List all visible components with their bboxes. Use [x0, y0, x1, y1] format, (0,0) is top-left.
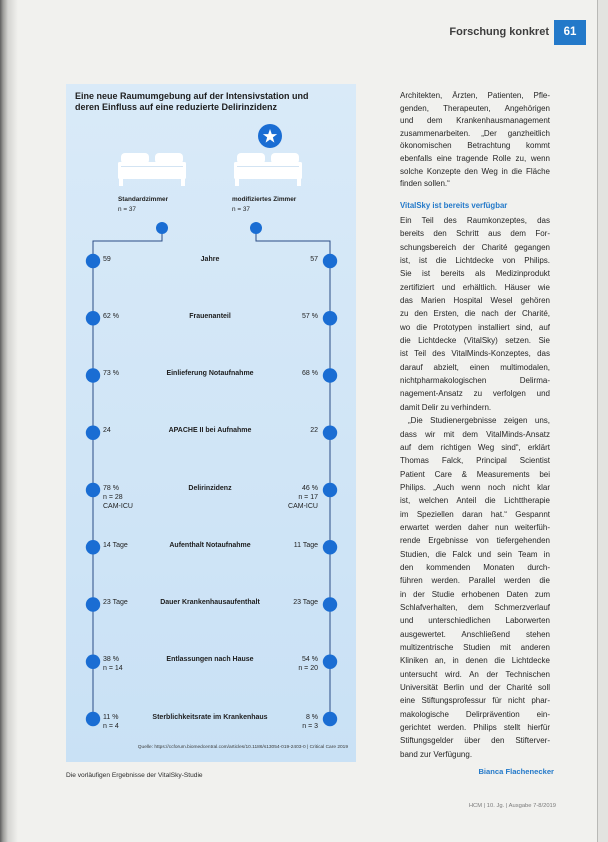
value-main: 78 %: [103, 484, 119, 492]
article-line: ausgewertet. Anschließend stehen: [400, 629, 550, 639]
footer-issue-info: HCM | 10. Jg. | Ausgabe 7-8/2019: [468, 803, 556, 809]
article-line: ist, ist die Lichtdecke von Philips.: [400, 256, 550, 266]
comparison-row: [66, 426, 356, 456]
article-line: dass wir mit dem VitalMinds-Ansatz: [400, 429, 550, 439]
connector-line-modified: [256, 228, 330, 719]
comparison-row: [66, 598, 356, 628]
article-line: bereits den Schritt aus dem For-: [400, 229, 550, 239]
value-detail: n = 17: [298, 493, 318, 501]
group-dot-standard: [156, 222, 168, 234]
value-main: 14 Tage: [103, 541, 128, 549]
scan-gutter-shadow: [0, 0, 18, 842]
comparison-row: [66, 541, 356, 571]
row-label: Dauer Krankenhausaufenthalt: [160, 599, 260, 606]
article-line: die Lichtdecke (VitalSky) setzen. Sie: [400, 336, 550, 346]
row-label: Delirinzidenz: [188, 484, 232, 492]
group-dot-modified: [250, 222, 262, 234]
article-line: Stiftungsgelder über den Stifterver-: [400, 736, 550, 746]
connector-line-standard: [93, 228, 162, 719]
comparison-row: [66, 484, 356, 514]
article-line: schungsbereich der Charité gegangen: [400, 242, 550, 252]
article-line: nichtpharmakologischen Delirma-: [400, 376, 550, 386]
article-line: zertifiziert und erhältlich. Häuser wie: [400, 282, 550, 292]
modified-room-value: [238, 255, 318, 264]
value-main: 8 %: [305, 713, 318, 721]
value-detail: n = 14: [103, 665, 123, 673]
article-line: ist, welchen Anteil die Lichttherapie: [400, 496, 550, 506]
article-line: auf dem richtigen Weg sind“, erklärt: [400, 442, 550, 452]
article-line: finden sollen.“: [400, 179, 450, 189]
article-line: Thomas Falck, Principal Scientist: [400, 456, 550, 466]
article-line: führen werden. Parallel werden die: [400, 576, 550, 586]
article-line: das Marien Hospital Wesel gehören: [400, 296, 550, 306]
article-line: Sie ist bereits als Medizinprodukt: [400, 269, 550, 279]
value-main: 11 %: [103, 713, 119, 721]
article-body: [400, 214, 550, 761]
modified-room-value: [238, 541, 318, 550]
article-intro: [400, 90, 550, 191]
article-line: ebenfalls eine tragende Rolle zu, wenn: [400, 153, 550, 163]
article-line: solche Konzepte den Weg in die Fläche: [400, 166, 550, 176]
value-main: 62 %: [103, 312, 119, 320]
article-line: und dem Krankenhausmanagement: [400, 116, 550, 126]
value-main: 68 %: [302, 370, 318, 377]
value-detail: n = 28: [103, 493, 123, 501]
value-main: 23 Tage: [103, 599, 128, 606]
value-main: 59: [103, 255, 111, 263]
article-line: multizentrische Studien mit anderen: [400, 643, 550, 652]
section-title: Forschung konkret: [449, 26, 549, 38]
article-line: Architekten, Ärzten, Patienten, Pfle-: [400, 91, 550, 100]
author-name: Bianca Flachenecker: [478, 767, 554, 776]
row-label: Aufenthalt Notaufnahme: [169, 541, 251, 549]
page-number: 61: [554, 20, 586, 45]
article-line: nagement-Ansatz zu verfolgen und: [400, 389, 550, 399]
article-line: wo die Prototypen installiert sind, auf: [400, 322, 550, 332]
article-line: Patient Care & Measurements bei: [400, 469, 550, 479]
group-sample-size: n = 37: [118, 205, 136, 213]
article-line: Kliniken an, in denen die Lichtdecke: [400, 656, 550, 666]
article-line: darauf abzielt, einen multimodalen,: [400, 362, 550, 372]
article-line: in der Studie erhobenen Daten zum: [400, 589, 550, 599]
value-main: 23 Tage: [293, 599, 318, 606]
value-detail: CAM-ICU: [103, 502, 133, 510]
comparison-row: [66, 312, 356, 342]
row-label: Jahre: [200, 255, 220, 263]
article-line: gerichtet werden. Philips stellt hierfür: [400, 723, 550, 733]
article-paragraph: [400, 414, 550, 761]
article-line: „Die Studienergebnisse zeigen uns,: [408, 416, 550, 426]
article-line: ist Teil des VitalMinds-Konzeptes, das: [400, 349, 550, 359]
row-label: Sterblichkeitsrate im Krankenhaus: [152, 713, 268, 721]
article-line: makologische Delirprävention ein-: [400, 709, 550, 719]
modified-room-value: [238, 713, 318, 731]
article-line: im Speziellen daran hat.“ Gespannt: [400, 509, 550, 519]
article-line: zusammenarbeiten. „Der ganzheitlich: [400, 128, 550, 138]
article-line: rende Ergebnisse von tiefergehenden: [400, 536, 550, 546]
infographic-title-line: Eine neue Raumumgebung auf der Intensivstation und: [75, 91, 309, 101]
article-line: Philips. „Auch wenn noch nicht klar: [400, 482, 550, 492]
row-label: Frauenanteil: [189, 312, 231, 320]
comparison-row: [66, 655, 356, 685]
article-line: Ein Teil des Raumkonzeptes, das: [400, 216, 550, 225]
article-line: Universität Berlin und der Charité soll: [400, 683, 550, 693]
modified-room-value: [238, 598, 318, 607]
value-detail: n = 20: [298, 665, 318, 673]
value-main: 24: [103, 427, 111, 435]
value-main: 57 %: [302, 312, 318, 320]
article-subheading: VitalSky ist bereits verfügbar: [400, 201, 508, 210]
infographic-title-line: deren Einfluss auf eine reduzierte Delirinzidenz: [75, 102, 278, 112]
value-main: 54 %: [302, 656, 318, 664]
row-label: Einlieferung Notaufnahme: [166, 370, 254, 377]
value-main: 22: [310, 427, 318, 435]
value-main: 57: [310, 255, 318, 263]
article-line: erwartet werden daher nun weiterfüh-: [400, 522, 550, 532]
modified-room-value: [238, 484, 318, 511]
row-label: Entlassungen nach Hause: [166, 656, 254, 664]
article-line: genden, Therapeuten, Angehörigen: [400, 103, 550, 113]
article-line: ökonomischen Betrachtung kommt: [400, 141, 550, 151]
scan-page-edge: [597, 0, 608, 842]
value-detail: CAM-ICU: [288, 502, 318, 510]
source-note: Quelle: https://ccforum.biomedcentral.com/articles/10.1186/s13054-019-2403-0 | Critical Care 2019: [137, 745, 348, 750]
article-paragraph: [400, 214, 550, 414]
article-line: eine Stiftungsprofessur für nicht phar-: [400, 696, 550, 706]
article-line: Studien, die Falck und sein Team in: [400, 549, 550, 559]
value-main: 11 Tage: [293, 541, 318, 549]
group-sample-size: n = 37: [232, 205, 250, 213]
article-line: den kommenden Monaten durch-: [400, 562, 550, 572]
infographic-box: [66, 84, 356, 762]
article-line: zu den Ersten, die nach der Charité,: [400, 309, 550, 319]
value-main: 46 %: [302, 484, 318, 492]
value-detail: n = 4: [103, 722, 119, 730]
article-line: band zur Verfügung.: [400, 749, 473, 759]
article-line: damit Delir zu verhindern.: [400, 402, 492, 412]
modified-room-value: [238, 655, 318, 673]
modified-room-value: [238, 426, 318, 435]
row-label: APACHE II bei Aufnahme: [168, 427, 252, 435]
value-main: 73 %: [103, 370, 119, 377]
value-detail: n = 3: [302, 722, 318, 730]
figure-caption: Die vorläufigen Ergebnisse der VitalSky-Studie: [66, 772, 203, 779]
comparison-row: [66, 713, 356, 743]
comparison-row: [66, 369, 356, 399]
group-name: Standardzimmer: [118, 196, 169, 203]
article-line: Schlafverhalten, dem Schmerzverlauf: [400, 602, 550, 612]
value-main: 38 %: [103, 656, 119, 664]
modified-room-value: [238, 369, 318, 378]
modified-room-value: [238, 312, 318, 321]
group-name: modifiziertes Zimmer: [232, 196, 297, 203]
article-line: untersucht wird. An der Technischen: [400, 669, 550, 679]
comparison-row: [66, 255, 356, 285]
article-line: und unterschiedlichen Laborwerten: [400, 616, 550, 626]
